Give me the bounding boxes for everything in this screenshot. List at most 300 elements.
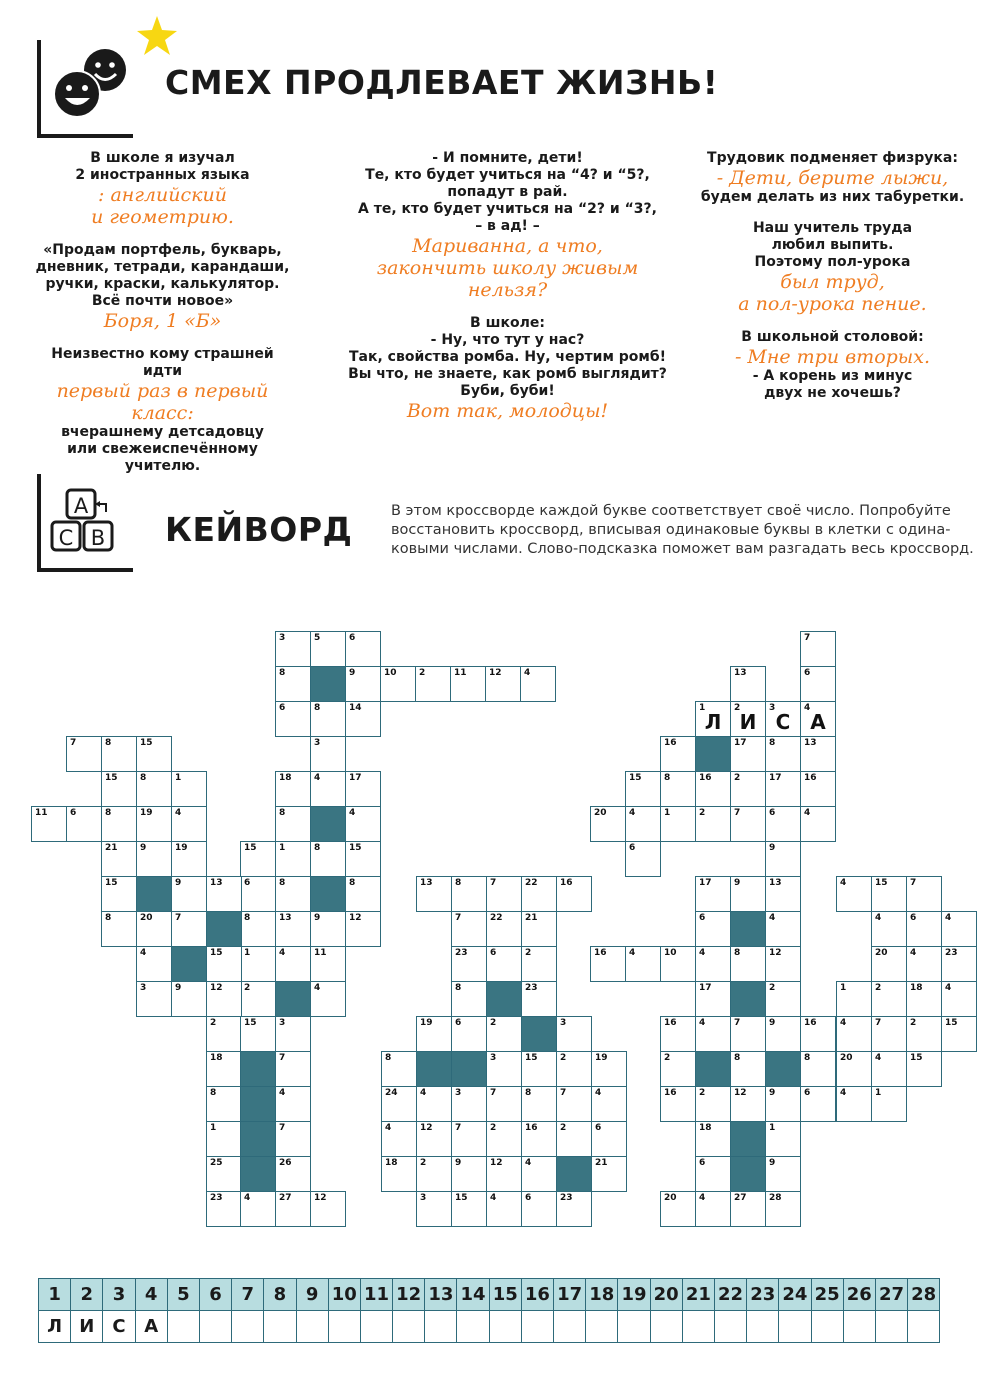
crossword-cell[interactable] — [730, 946, 766, 982]
crossword-cell[interactable] — [800, 771, 836, 807]
crossword-cell[interactable] — [591, 1156, 627, 1192]
key-letter-cell[interactable] — [328, 1311, 360, 1343]
crossword-cell[interactable] — [275, 1156, 311, 1192]
cell-number: 26 — [279, 1158, 292, 1168]
crossword-cell[interactable] — [240, 911, 276, 947]
crossword-cell[interactable] — [521, 946, 557, 982]
crossword-cell[interactable] — [486, 1191, 522, 1227]
cell-number: 17 — [734, 738, 747, 748]
crossword-cell[interactable] — [310, 1191, 346, 1227]
crossword-cell[interactable] — [941, 981, 977, 1017]
crossword-cell[interactable] — [345, 666, 381, 702]
crossword-cell[interactable] — [101, 771, 137, 807]
crossword-cell[interactable] — [451, 1156, 487, 1192]
cell-number: 7 — [734, 808, 741, 818]
crossword-cell[interactable] — [800, 1086, 836, 1122]
crossword-cell[interactable] — [871, 1086, 907, 1122]
crossword-cell[interactable] — [416, 1156, 452, 1192]
crossword-cell[interactable] — [381, 1121, 417, 1157]
crossword-cell[interactable] — [485, 666, 521, 702]
crossword-cell[interactable] — [31, 806, 67, 842]
crossword-cell[interactable] — [521, 876, 557, 912]
crossword-cell[interactable] — [906, 1016, 942, 1052]
cell-number: 15 — [244, 843, 257, 853]
crossword-cell[interactable] — [765, 841, 801, 877]
crossword-cell[interactable] — [836, 1016, 872, 1052]
cell-number: 3 — [140, 983, 147, 993]
crossword-cell[interactable] — [660, 1016, 696, 1052]
crossword-cell[interactable] — [171, 771, 207, 807]
crossword-cell[interactable] — [591, 1051, 627, 1087]
key-letter-cell[interactable] — [521, 1311, 553, 1343]
crossword-cell[interactable] — [625, 806, 661, 842]
key-letter-cell[interactable] — [554, 1311, 586, 1343]
crossword-cell[interactable] — [345, 631, 381, 667]
crossword-cell[interactable] — [765, 981, 801, 1017]
crossword-cell[interactable] — [660, 771, 696, 807]
cell-number: 4 — [945, 913, 952, 923]
cell-number: 7 — [804, 633, 811, 643]
crossword-cell[interactable] — [310, 631, 346, 667]
key-letter-cell[interactable] — [296, 1311, 328, 1343]
crossword-cell[interactable] — [906, 911, 942, 947]
crossword-cell[interactable] — [730, 1191, 766, 1227]
crossword-cell[interactable] — [275, 701, 311, 737]
crossword-cell[interactable] — [275, 666, 311, 702]
crossword-cell[interactable] — [800, 701, 836, 737]
key-number: 16 — [521, 1279, 553, 1311]
cell-number: 22 — [525, 878, 538, 888]
crossword-cell[interactable] — [695, 1121, 731, 1157]
cell-number: 16 — [594, 948, 607, 958]
key-letter-cell[interactable] — [360, 1311, 392, 1343]
crossword-cell[interactable] — [871, 1016, 907, 1052]
cell-number: 15 — [105, 773, 118, 783]
crossword-cell[interactable] — [871, 946, 907, 982]
crossword-cell[interactable] — [101, 736, 137, 772]
crossword-cell[interactable] — [765, 771, 801, 807]
joke-text: «Продам портфель, букварь, — [43, 242, 282, 258]
cell-number: 12 — [489, 668, 502, 678]
crossword-cell[interactable] — [730, 806, 766, 842]
crossword-cell[interactable] — [310, 981, 346, 1017]
cell-number: 4 — [840, 878, 847, 888]
crossword-cell[interactable] — [871, 981, 907, 1017]
crossword-cell[interactable] — [451, 911, 487, 947]
crossword-cell[interactable] — [836, 876, 872, 912]
crossword-cell[interactable] — [695, 981, 731, 1017]
crossword-cell[interactable] — [415, 666, 451, 702]
crossword-cell[interactable] — [206, 1086, 242, 1122]
crossword-cell[interactable] — [695, 911, 731, 947]
crossword-cell[interactable] — [136, 911, 172, 947]
cell-number: 13 — [420, 878, 433, 888]
crossword-cell[interactable] — [416, 1121, 452, 1157]
crossword-cell[interactable] — [906, 876, 942, 912]
crossword-cell[interactable] — [275, 1051, 311, 1087]
crossword-cell[interactable] — [136, 771, 172, 807]
crossword-cell[interactable] — [451, 981, 487, 1017]
cell-number: 13 — [734, 668, 747, 678]
crossword-cell[interactable] — [136, 806, 172, 842]
crossword-cell[interactable] — [136, 946, 172, 982]
crossword-cell[interactable] — [171, 841, 207, 877]
crossword-cell[interactable] — [171, 911, 207, 947]
crossword-cell[interactable] — [521, 1191, 557, 1227]
key-letter-cell[interactable] — [425, 1311, 457, 1343]
crossword-cell[interactable] — [556, 1051, 592, 1087]
crossword-cell[interactable] — [275, 1016, 311, 1052]
crossword-cell[interactable] — [800, 1016, 836, 1052]
crossword-cell[interactable] — [556, 876, 592, 912]
crossword-cell[interactable] — [171, 981, 207, 1017]
crossword-cell[interactable] — [765, 1016, 801, 1052]
crossword-cell[interactable] — [520, 666, 556, 702]
crossword-cell[interactable] — [730, 771, 766, 807]
key-letter-cell[interactable]: А — [135, 1311, 167, 1343]
cell-letter: Л — [704, 710, 722, 734]
crossword-cell[interactable] — [345, 911, 381, 947]
crossword-cell[interactable] — [695, 1016, 731, 1052]
key-letter-cell[interactable] — [779, 1311, 811, 1343]
crossword-cell[interactable] — [730, 701, 766, 737]
key-letter-cell[interactable] — [586, 1311, 618, 1343]
crossword-cell[interactable] — [521, 911, 557, 947]
crossword-cell[interactable] — [451, 946, 487, 982]
crossword-cell[interactable] — [765, 701, 801, 737]
crossword-cell[interactable] — [765, 1191, 801, 1227]
keyword-title: КЕЙВОРД — [165, 510, 353, 549]
crossword-cell[interactable] — [730, 1051, 766, 1087]
crossword-cell[interactable] — [345, 876, 381, 912]
crossword-cell[interactable] — [625, 771, 661, 807]
cell-number: 15 — [945, 1018, 958, 1028]
crossword-cell[interactable] — [800, 806, 836, 842]
crossword-block — [275, 981, 311, 1017]
crossword-cell[interactable] — [275, 1191, 311, 1227]
crossword-cell[interactable] — [206, 1051, 242, 1087]
crossword-cell[interactable] — [486, 1051, 522, 1087]
crossword-cell[interactable] — [941, 946, 977, 982]
crossword-cell[interactable] — [695, 1191, 731, 1227]
key-letter-cell[interactable] — [650, 1311, 682, 1343]
cell-number: 7 — [279, 1053, 286, 1063]
key-letter-cell[interactable] — [489, 1311, 521, 1343]
joke-text: любил выпить. — [771, 237, 894, 253]
crossword-cell[interactable] — [556, 1191, 592, 1227]
crossword-cell[interactable] — [101, 876, 137, 912]
key-letter-cell[interactable]: С — [103, 1311, 135, 1343]
cell-number: 4 — [910, 948, 917, 958]
crossword-cell[interactable] — [486, 876, 522, 912]
crossword-cell[interactable] — [310, 841, 346, 877]
crossword-cell[interactable] — [800, 1051, 836, 1087]
crossword-cell[interactable] — [136, 841, 172, 877]
crossword-cell[interactable] — [206, 876, 242, 912]
cell-number: 17 — [349, 773, 362, 783]
crossword-block — [730, 911, 766, 947]
crossword-cell[interactable] — [765, 1086, 801, 1122]
crossword-cell[interactable] — [800, 631, 836, 667]
crossword-cell[interactable] — [345, 701, 381, 737]
crossword-cell[interactable] — [171, 876, 207, 912]
crossword-cell[interactable] — [486, 946, 522, 982]
crossword-cell[interactable] — [590, 946, 626, 982]
crossword-cell[interactable] — [275, 1121, 311, 1157]
crossword-cell[interactable] — [591, 1086, 627, 1122]
crossword-cell[interactable] — [101, 806, 137, 842]
crossword-cell[interactable] — [660, 1191, 696, 1227]
cell-number: 1 — [175, 773, 182, 783]
crossword-cell[interactable] — [240, 1191, 276, 1227]
crossword-cell[interactable] — [906, 946, 942, 982]
cell-number: 19 — [420, 1018, 433, 1028]
crossword-cell[interactable] — [275, 841, 311, 877]
key-letter-cell[interactable] — [618, 1311, 650, 1343]
key-letter-cell[interactable] — [199, 1311, 231, 1343]
crossword-cell[interactable] — [310, 946, 346, 982]
crossword-cell[interactable] — [521, 1051, 557, 1087]
crossword-cell[interactable] — [730, 1086, 766, 1122]
crossword-cell[interactable] — [416, 1016, 452, 1052]
crossword-block — [171, 946, 207, 982]
crossword-cell[interactable] — [521, 1156, 557, 1192]
cell-number: 3 — [314, 738, 321, 748]
key-letter-cell[interactable] — [393, 1311, 425, 1343]
crossword-cell[interactable] — [451, 876, 487, 912]
crossword-cell[interactable] — [451, 1086, 487, 1122]
crossword-cell[interactable] — [730, 876, 766, 912]
cell-number: 4 — [385, 1123, 392, 1133]
crossword-cell[interactable] — [206, 1191, 242, 1227]
cell-number: 17 — [699, 878, 712, 888]
crossword-cell[interactable] — [206, 1121, 242, 1157]
cell-number: 3 — [769, 703, 776, 713]
crossword-cell[interactable] — [486, 911, 522, 947]
crossword-cell[interactable] — [206, 981, 242, 1017]
crossword-cell[interactable] — [240, 946, 276, 982]
crossword-cell[interactable] — [381, 1051, 417, 1087]
crossword-cell[interactable] — [625, 841, 661, 877]
svg-text:C: C — [58, 526, 74, 550]
key-letter-cell[interactable] — [714, 1311, 746, 1343]
crossword-block — [556, 1156, 592, 1192]
crossword-cell[interactable] — [765, 911, 801, 947]
key-letter-cell[interactable] — [457, 1311, 489, 1343]
cell-number: 6 — [455, 1018, 462, 1028]
crossword-cell[interactable] — [310, 736, 346, 772]
crossword-cell[interactable] — [660, 736, 696, 772]
crossword-cell[interactable] — [695, 701, 731, 737]
key-number: 25 — [811, 1279, 843, 1311]
cell-number: 9 — [349, 668, 356, 678]
crossword-cell[interactable] — [486, 1121, 522, 1157]
crossword-cell[interactable] — [730, 666, 766, 702]
crossword-cell[interactable] — [310, 701, 346, 737]
crossword-cell[interactable] — [240, 981, 276, 1017]
page-title: СМЕХ ПРОДЛЕВАЕТ ЖИЗНЬ! — [165, 63, 719, 102]
crossword-cell[interactable] — [556, 1086, 592, 1122]
cell-number: 4 — [279, 1088, 286, 1098]
crossword-cell[interactable] — [275, 1086, 311, 1122]
punchline-text: первый раз в первый класс: — [56, 380, 269, 424]
crossword-cell[interactable] — [345, 771, 381, 807]
crossword-cell[interactable] — [416, 1086, 452, 1122]
crossword-cell[interactable] — [660, 1086, 696, 1122]
key-letter-cell[interactable] — [747, 1311, 779, 1343]
crossword-cell[interactable] — [136, 981, 172, 1017]
cell-number: 7 — [175, 913, 182, 923]
cell-number: 4 — [840, 1018, 847, 1028]
joke-text: Наш учитель труда — [752, 220, 913, 236]
crossword-cell[interactable] — [871, 1051, 907, 1087]
cell-number: 16 — [560, 878, 573, 888]
crossword-cell[interactable] — [906, 1051, 942, 1087]
crossword-cell[interactable] — [416, 1191, 452, 1227]
crossword-cell[interactable] — [695, 1086, 731, 1122]
crossword-cell[interactable] — [765, 1121, 801, 1157]
crossword-cell[interactable] — [695, 1156, 731, 1192]
key-letter-cell[interactable] — [682, 1311, 714, 1343]
crossword-cell[interactable] — [521, 1121, 557, 1157]
crossword-cell[interactable] — [171, 806, 207, 842]
crossword-cell[interactable] — [416, 876, 452, 912]
key-letter-cell[interactable]: Л — [39, 1311, 71, 1343]
key-letter-cell[interactable] — [843, 1311, 875, 1343]
crossword-cell[interactable] — [695, 946, 731, 982]
crossword-cell[interactable] — [380, 666, 416, 702]
cell-number: 6 — [70, 808, 77, 818]
crossword-cell[interactable] — [521, 981, 557, 1017]
crossword-cell[interactable] — [590, 806, 626, 842]
crossword-cell[interactable] — [906, 981, 942, 1017]
key-letter-cell[interactable] — [908, 1311, 940, 1343]
key-letter-cell[interactable]: И — [71, 1311, 103, 1343]
crossword-cell[interactable] — [800, 736, 836, 772]
cell-number: 2 — [734, 773, 741, 783]
cell-number: 8 — [525, 1088, 532, 1098]
instruction-line: ковыми числами. Слово-подсказка поможет вам разгадать весь кроссворд. — [391, 541, 974, 557]
key-number: 7 — [232, 1279, 264, 1311]
crossword-cell[interactable] — [275, 876, 311, 912]
crossword-cell[interactable] — [765, 736, 801, 772]
punchline-text: а пол-урока пение. — [738, 293, 927, 315]
crossword-cell[interactable] — [765, 1156, 801, 1192]
key-letter-cell[interactable] — [264, 1311, 296, 1343]
joke-text: Всё почти новое» — [91, 293, 234, 309]
cell-number: 18 — [279, 773, 292, 783]
key-letter-cell[interactable] — [167, 1311, 199, 1343]
crossword-cell[interactable] — [275, 806, 311, 842]
crossword-cell[interactable] — [486, 1156, 522, 1192]
cell-number: 20 — [840, 1053, 853, 1063]
crossword-cell[interactable] — [450, 666, 486, 702]
cell-number: 27 — [734, 1193, 747, 1203]
crossword-cell[interactable] — [800, 666, 836, 702]
crossword-cell[interactable] — [206, 1156, 242, 1192]
crossword-cell[interactable] — [240, 876, 276, 912]
key-number: 10 — [328, 1279, 360, 1311]
key-letter-cell[interactable] — [875, 1311, 907, 1343]
crossword-cell[interactable] — [836, 981, 872, 1017]
crossword-cell[interactable] — [310, 771, 346, 807]
crossword-cell[interactable] — [66, 736, 102, 772]
crossword-cell[interactable] — [275, 946, 311, 982]
crossword-cell[interactable] — [625, 946, 661, 982]
crossword-cell[interactable] — [275, 771, 311, 807]
key-letter-cell[interactable] — [232, 1311, 264, 1343]
crossword-cell[interactable] — [521, 1086, 557, 1122]
crossword-cell[interactable] — [451, 1121, 487, 1157]
crossword-cell[interactable] — [941, 1016, 977, 1052]
cell-number: 20 — [140, 913, 153, 923]
crossword-cell[interactable] — [836, 1051, 872, 1087]
crossword-cell[interactable] — [556, 1121, 592, 1157]
crossword-cell[interactable] — [101, 841, 137, 877]
crossword-cell[interactable] — [660, 1051, 696, 1087]
crossword-cell[interactable] — [871, 876, 907, 912]
crossword-cell[interactable] — [206, 946, 242, 982]
crossword-cell[interactable] — [730, 1016, 766, 1052]
crossword-cell[interactable] — [765, 876, 801, 912]
crossword-cell[interactable] — [765, 946, 801, 982]
crossword-cell[interactable] — [451, 1191, 487, 1227]
crossword-cell[interactable] — [381, 1086, 417, 1122]
crossword-cell[interactable] — [275, 631, 311, 667]
crossword-cell[interactable] — [695, 806, 731, 842]
crossword-block — [240, 1086, 276, 1122]
crossword-cell[interactable] — [556, 1016, 592, 1052]
cell-number: 9 — [175, 983, 182, 993]
crossword-cell[interactable] — [695, 771, 731, 807]
crossword-cell[interactable] — [486, 1016, 522, 1052]
crossword-cell[interactable] — [381, 1156, 417, 1192]
crossword-cell[interactable] — [591, 1121, 627, 1157]
crossword-cell[interactable] — [310, 911, 346, 947]
crossword-cell[interactable] — [695, 876, 731, 912]
crossword-cell[interactable] — [101, 911, 137, 947]
crossword-cell[interactable] — [941, 911, 977, 947]
crossword-cell[interactable] — [660, 946, 696, 982]
crossword-cell[interactable] — [871, 911, 907, 947]
crossword-cell[interactable] — [345, 841, 381, 877]
cell-number: 6 — [804, 1088, 811, 1098]
crossword-cell[interactable] — [730, 736, 766, 772]
key-number: 2 — [71, 1279, 103, 1311]
key-letter-cell[interactable] — [811, 1311, 843, 1343]
joke-text: Буби, буби! — [460, 383, 555, 399]
cell-number: 6 — [525, 1193, 532, 1203]
crossword-cell[interactable] — [765, 806, 801, 842]
crossword-cell[interactable] — [486, 1086, 522, 1122]
cell-number: 21 — [525, 913, 538, 923]
crossword-cell[interactable] — [660, 806, 696, 842]
crossword-cell[interactable] — [836, 1086, 872, 1122]
crossword-cell[interactable] — [66, 806, 102, 842]
crossword-cell[interactable] — [206, 1016, 242, 1052]
crossword-cell[interactable] — [136, 736, 172, 772]
joke-text: - И помните, дети! — [432, 150, 583, 166]
crossword-cell[interactable] — [240, 841, 276, 877]
crossword-cell[interactable] — [345, 806, 381, 842]
cell-number: 13 — [279, 913, 292, 923]
crossword-cell[interactable] — [240, 1016, 276, 1052]
crossword-cell[interactable] — [275, 911, 311, 947]
key-number: 4 — [135, 1279, 167, 1311]
cell-number: 6 — [910, 913, 917, 923]
cell-number: 4 — [699, 1018, 706, 1028]
crossword-cell[interactable] — [451, 1016, 487, 1052]
